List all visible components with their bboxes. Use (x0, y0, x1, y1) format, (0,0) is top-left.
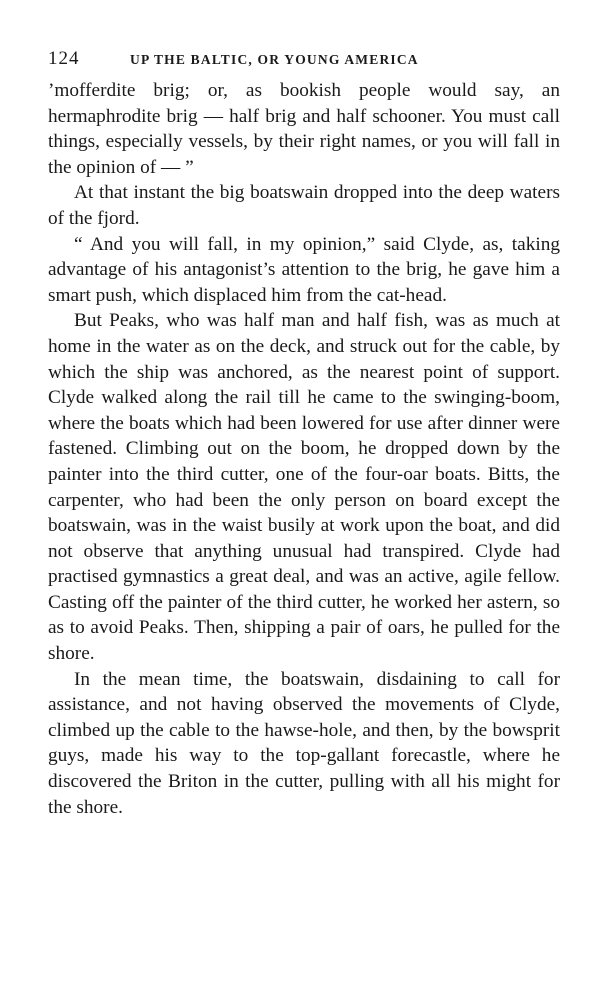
paragraph: In the mean time, the boatswain, disdaining to call for assistance, and not having observed the movements of Clyde, climbed up the cable to the hawse-hole, and then, by the bowsprit guys, made his way to the top-gallant forecastle, where he discovered the Briton in the cutter, pulling with all his might for the shore. (48, 668, 560, 818)
paragraph: ’mofferdite brig; or, as bookish people would say, an hermaphrodite brig — half brig and half schooner. You must call things, especially vessels, by their right names, or you will fall in the opinion of — ” (48, 80, 560, 178)
body-text (48, 78, 560, 820)
book-page (48, 48, 560, 820)
running-head (48, 48, 560, 70)
paragraph: But Peaks, who was half man and half fish, was as much at home in the water as on the deck, and struck out for the cable, by which the ship was anchored, as the nearest point of support. Clyde walked along the rail till he came to the swinging-boom, where the boats which had been lowered for use after dinner were fastened. Climbing out on the boom, he dropped down by the painter into the third cutter, one of the four-oar boats. Bitts, the carpenter, who had been the only person on board except the boatswain, was in the waist busily at work upon the boat, and did not observe that anything unusual had transpired. Clyde had practised gymnastics a great deal, and was an active, agile fellow. Casting off the painter of the third cutter, he worked her astern, so as to avoid Peaks. Then, shipping a pair of oars, he pulled for the shore. (48, 310, 560, 665)
paragraph: “ And you will fall, in my opinion,” said Clyde, as, taking advantage of his antagonist’s attention to the brig, he gave him a smart push, which displaced him from the cat-head. (48, 233, 560, 306)
running-title: UP THE BALTIC, OR YOUNG AMERICA (130, 52, 419, 67)
page-number: 124 (48, 48, 80, 69)
paragraph: At that instant the big boatswain dropped into the deep waters of the fjord. (48, 182, 560, 229)
